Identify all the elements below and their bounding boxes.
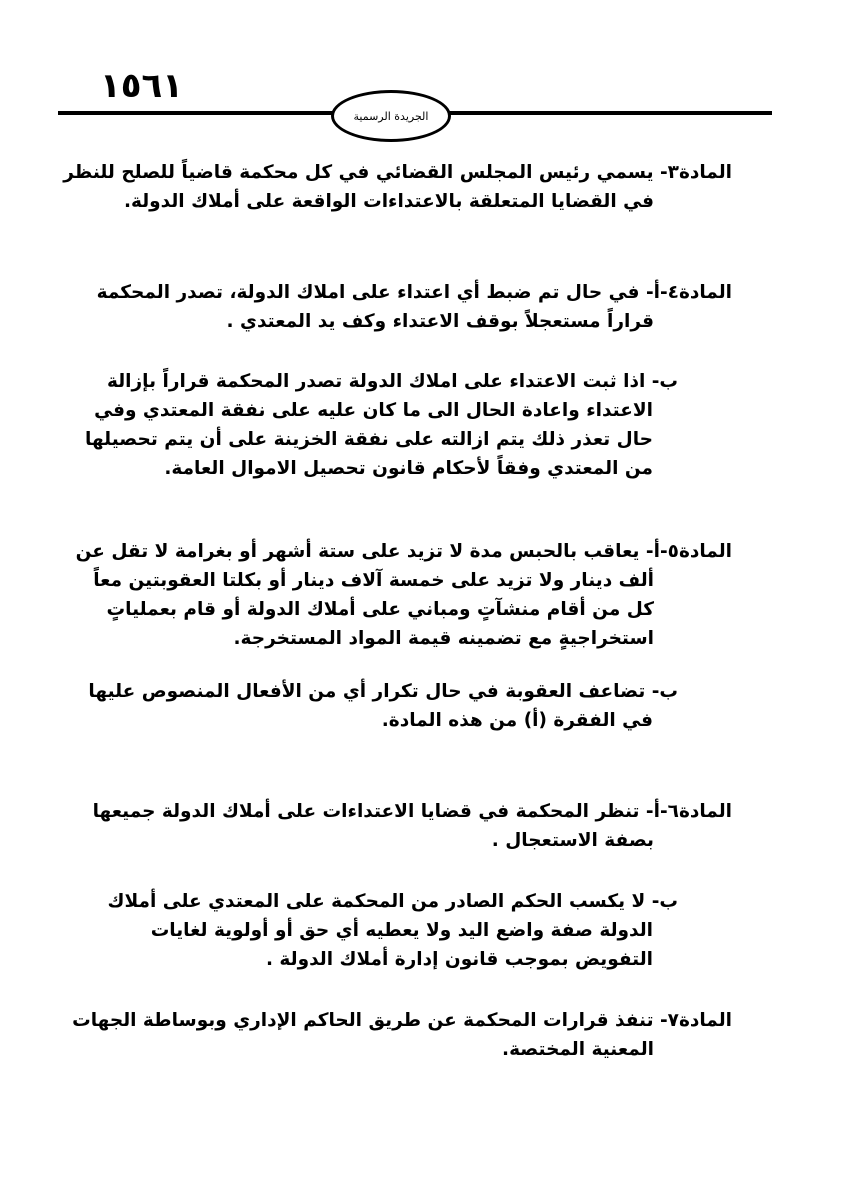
article-4-b-line-3: حال تعذر ذلك يتم ازالته على نفقة الخزينة على أن يتم تحصيلها — [85, 429, 653, 450]
article-5-a-line-4: استخراجيةٍ مع تضمينه قيمة المواد المستخرجة. — [233, 628, 654, 649]
article-7 — [72, 1006, 732, 1064]
article-4-b-line-2: الاعتداء واعادة الحال الى ما كان عليه على نفقة المعتدي وفي — [94, 400, 653, 421]
article-4-a-line-2: قراراً مستعجلاً بوقف الاعتداء وكف يد المعتدي . — [226, 311, 654, 332]
article-4-b-line-1: ب- اذا ثبت الاعتداء على املاك الدولة تصدر المحكمة قراراً بإزالة — [107, 371, 678, 392]
article-5-a-line-2: ألف دينار ولا تزيد على خمسة آلاف دينار أو بكلتا العقوبتين معاً — [93, 570, 654, 591]
article-6-b-line-3: التفويض بموجب قانون إدارة أملاك الدولة . — [265, 949, 653, 970]
article-5-a-line-3: كل من أقام منشآتٍ ومباني على أملاك الدولة أو قام بعملياتٍ — [106, 599, 654, 620]
article-5-a — [76, 537, 732, 653]
article-3-line-1: المادة٣- يسمي رئيس المجلس القضائي في كل محكمة قاضياً للصلح للنظر — [63, 162, 732, 183]
article-4-b-line-4: من المعتدي وفقاً لأحكام قانون تحصيل الاموال العامة. — [164, 458, 653, 479]
article-6-a-line-2: بصفة الاستعجال . — [491, 830, 654, 851]
article-5-b — [88, 677, 732, 735]
article-5-b-line-2: في الفقرة (أ) من هذه المادة. — [381, 710, 653, 731]
gazette-title: الجريدة الرسمية — [353, 109, 429, 123]
gazette-title-oval — [331, 90, 451, 142]
article-6-b-line-2: الدولة صفة واضع اليد ولا يعطيه أي حق أو أولوية لغايات — [150, 920, 653, 941]
article-6-a — [93, 797, 732, 855]
article-6-b-line-1: ب- لا يكسب الحكم الصادر من المحكمة على المعتدي على أملاك — [107, 891, 678, 912]
article-6-b — [107, 887, 732, 974]
page-number: ١٥٦١ — [100, 66, 184, 106]
article-5-b-line-1: ب- تضاعف العقوبة في حال تكرار أي من الأفعال المنصوص عليها — [88, 681, 678, 702]
article-4-a — [97, 278, 732, 336]
article-5-a-line-1: المادة٥-أ- يعاقب بالحبس مدة لا تزيد على ستة أشهر أو بغرامة لا تقل عن — [75, 541, 732, 562]
article-4-a-line-1: المادة٤-أ- في حال تم ضبط أي اعتداء على املاك الدولة، تصدر المحكمة — [96, 282, 732, 303]
article-3 — [63, 158, 732, 216]
article-3-line-2: في القضايا المتعلقة بالاعتداءات الواقعة على أملاك الدولة. — [123, 191, 654, 212]
article-6-a-line-1: المادة٦-أ- تنظر المحكمة في قضايا الاعتداءات على أملاك الدولة جميعها — [92, 801, 732, 822]
article-7-line-1: المادة٧- تنفذ قرارات المحكمة عن طريق الحاكم الإداري وبوساطة الجهات — [72, 1010, 732, 1031]
article-7-line-2: المعنية المختصة. — [502, 1039, 654, 1060]
article-4-b — [85, 367, 732, 483]
